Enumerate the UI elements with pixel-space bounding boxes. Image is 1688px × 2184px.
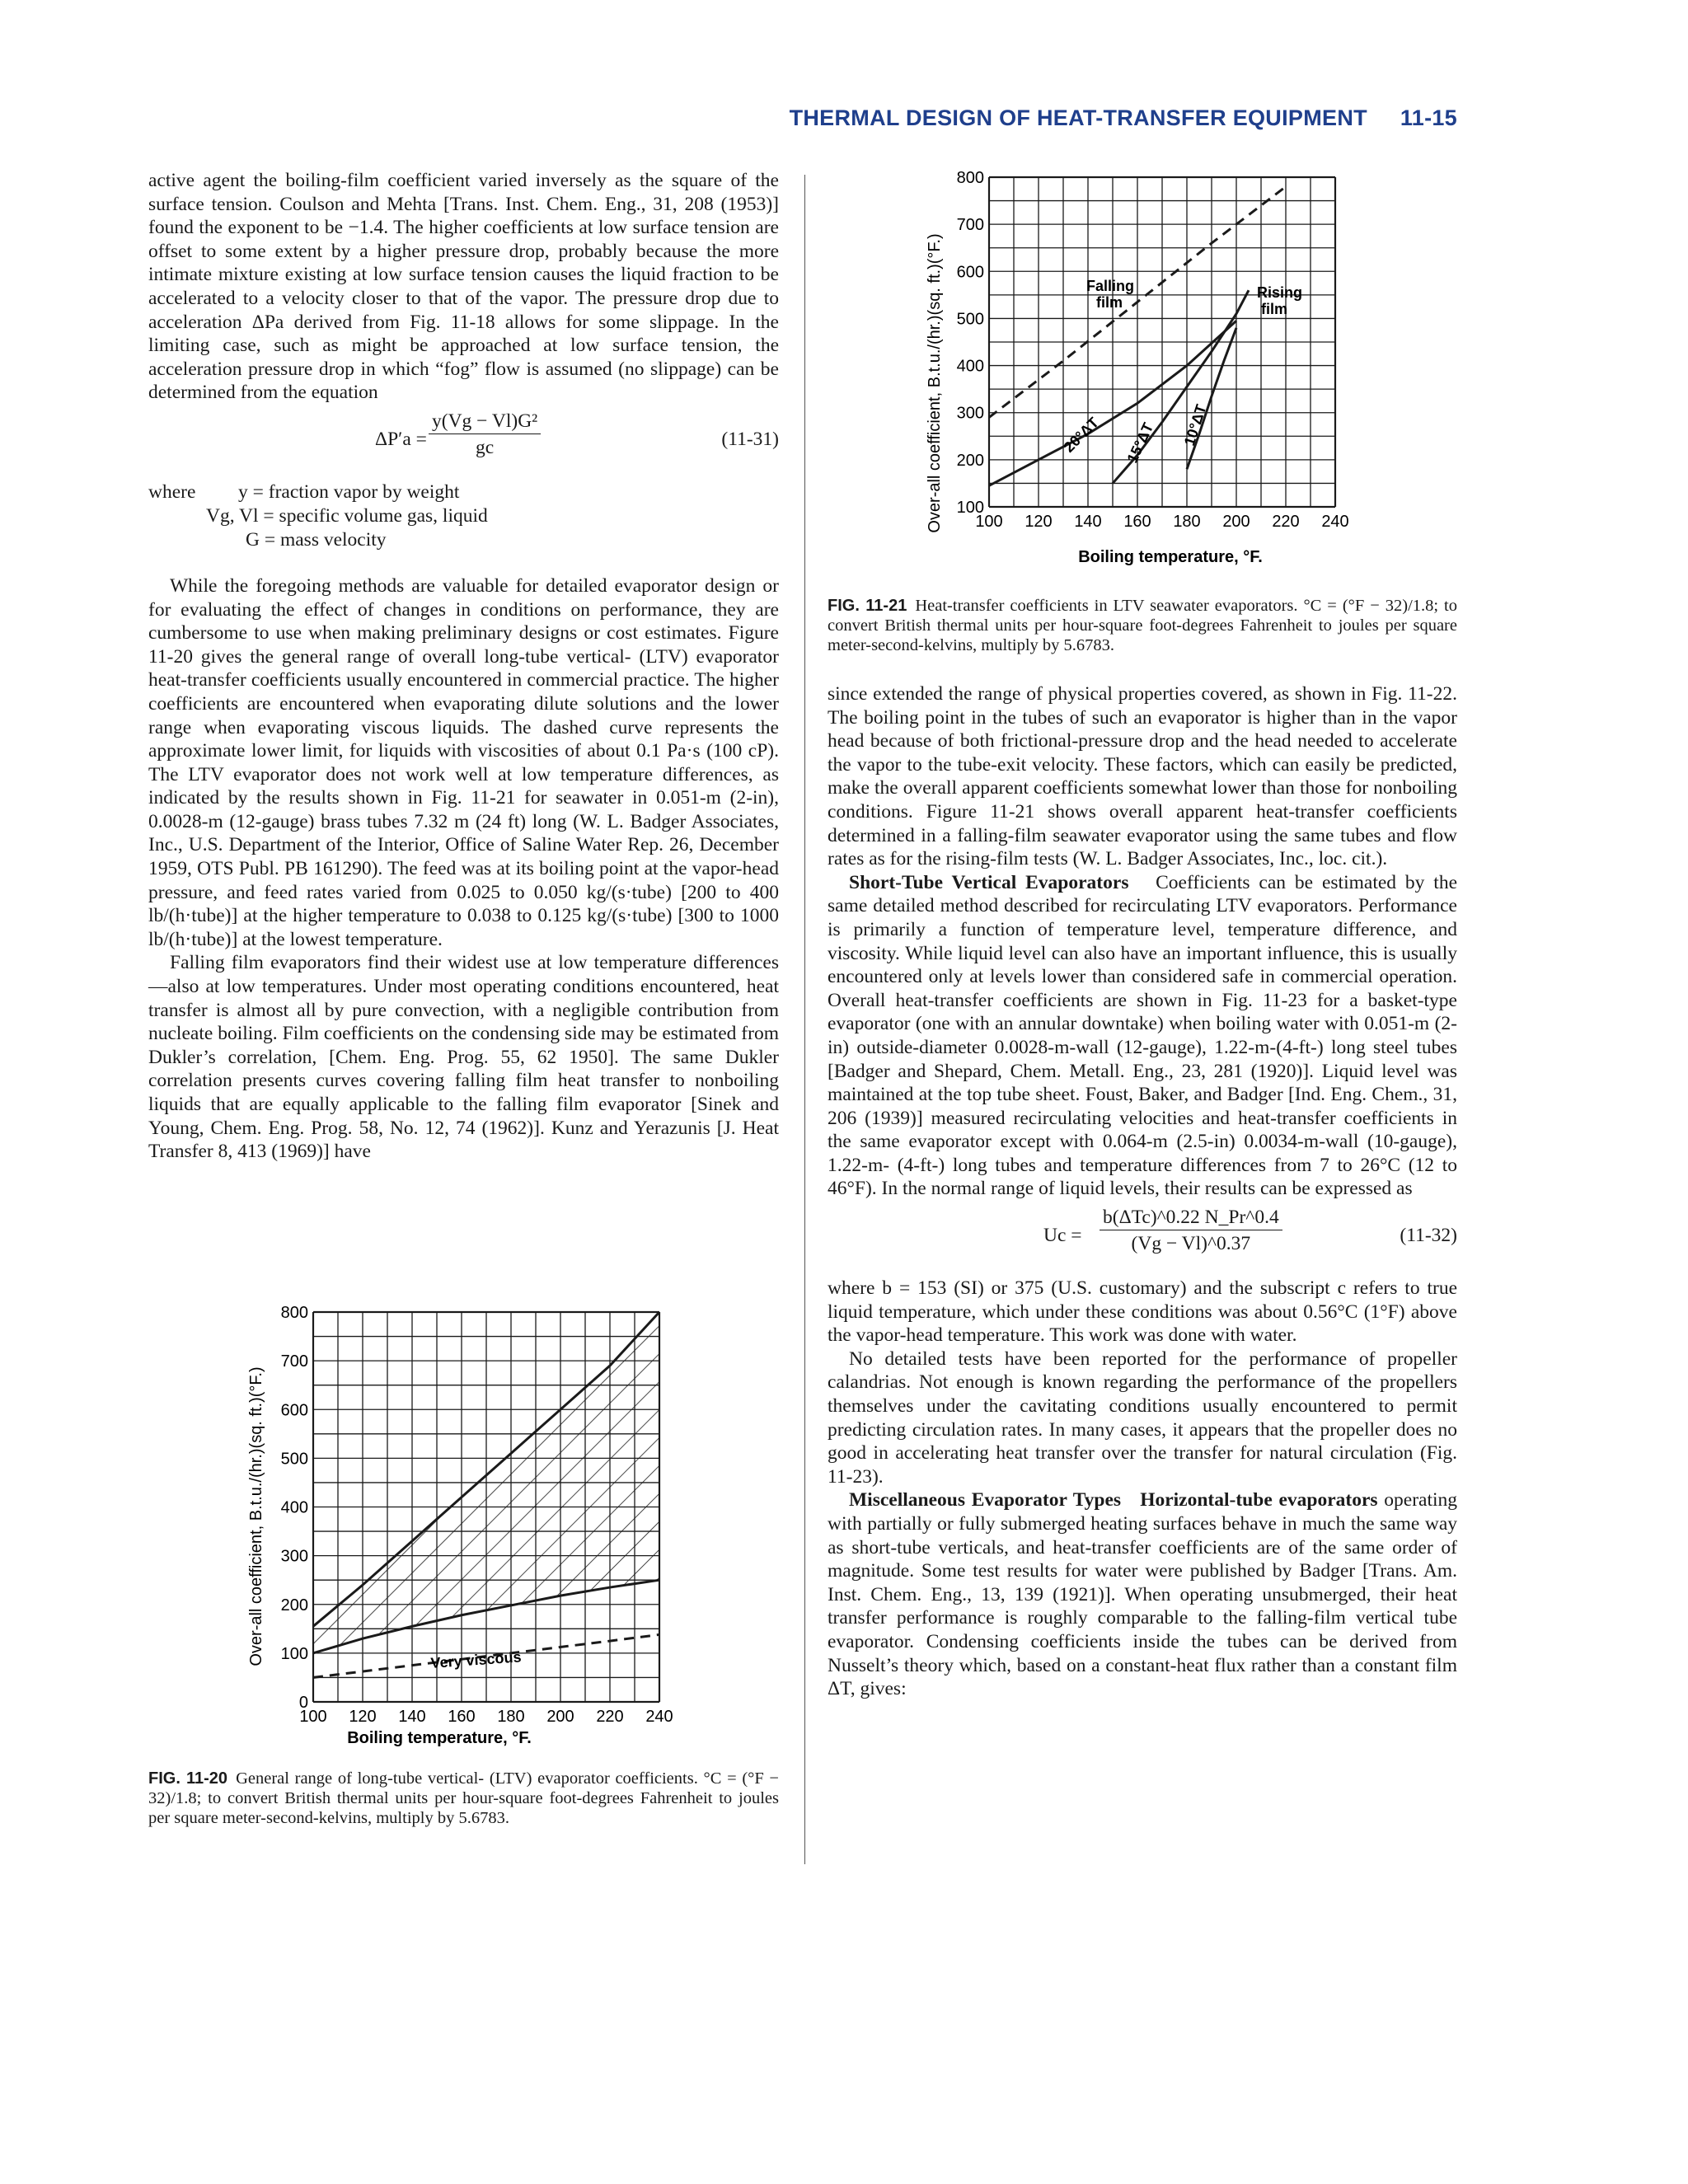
x-tick-label: 240 xyxy=(645,1708,673,1726)
annotation-rising-film: Rising xyxy=(1257,284,1303,301)
column-divider xyxy=(804,175,805,1864)
y-tick-label: 700 xyxy=(956,216,984,235)
chart-xlabel: Boiling temperature, °F. xyxy=(1078,548,1263,566)
where-block xyxy=(148,480,779,553)
section-heading: Miscellaneous Evaporator Types xyxy=(849,1489,1122,1511)
equation-11-32 xyxy=(828,1206,1457,1272)
paragraph-text: Coefficients can be estimated by the same detailed method described for recirculating LTV evaporators. Performance is primarily a function of temperature level, temperature difference, and viscosity. While liquid level can also have an important influence, this is usually encountered only at levels lower than considered safe in commercial operation. Overall heat-transfer coefficients are shown in Fig. 11-23 for a basket-type evaporator (one with an annular downtake) when boiling water with 0.051-m (2-in) outside-diameter 0.0028-m-wall (12-gauge), 1.22-m-(4-ft-) long steel tubes [Badger and Shepard, Chem. Metall. Eng., 23, 281 (1920)]. Liquid level was maintained at the top tube sheet. Foust, Baker, and Badger [Ind. Eng. Chem., 31, 206 (1939)] measured recirculating velocities and heat-transfer coefficients in the same evaporator except with 0.064-m (2.5-in) 0.0034-m-wall (10-gauge), 1.22-m- (4-ft-) long tubes and temperature differences from 7 to 26°C (12 to 46°F). In the normal range of liquid levels, their results can be expressed as xyxy=(828,871,1458,1200)
figure-11-20 xyxy=(243,1294,688,1755)
chart-xlabel: Boiling temperature, °F. xyxy=(347,1729,532,1747)
where-line: y = fraction vapor by weight xyxy=(238,480,460,503)
paragraph xyxy=(828,1488,1457,1700)
equation-denominator: (Vg − Vl)^0.37 xyxy=(1131,1232,1251,1254)
x-tick-label: 160 xyxy=(1123,513,1151,531)
equation-lhs: Uc = xyxy=(1043,1225,1082,1247)
equation-number: (11-32) xyxy=(1400,1225,1457,1247)
y-tick-label: 100 xyxy=(280,1644,308,1663)
x-tick-label: 160 xyxy=(448,1708,476,1726)
y-tick-label: 500 xyxy=(280,1450,308,1469)
page-number: 11-15 xyxy=(1400,105,1457,130)
x-tick-label: 100 xyxy=(299,1708,327,1726)
annotation-dt-20: 20°ΔT xyxy=(1060,414,1103,456)
figure-11-21-caption xyxy=(828,596,1457,655)
x-tick-label: 200 xyxy=(546,1708,574,1726)
x-tick-label: 220 xyxy=(1272,513,1300,531)
running-head xyxy=(790,105,1457,131)
figure-label: FIG. 11-20 xyxy=(148,1769,228,1788)
x-tick-label: 220 xyxy=(596,1708,624,1726)
equation-number: (11-31) xyxy=(721,428,779,450)
x-tick-label: 100 xyxy=(975,513,1003,531)
annotation-very-viscous: Very viscous xyxy=(429,1648,523,1671)
paragraph: Falling film evaporators find their widest use at low temperature differences—also at low temperatures. Under most operating conditions encountered, heat transfer is almost all by pure convection, with a negligible contribution from nucleate boiling. Film coefficients on the condensing side may be estimated from Dukler’s correlation, [Chem. Eng. Prog. 55, 62 1950]. The same Dukler correlation presents curves covering falling film heat transfer to nonboiling liquids that are equally applicable to the falling film evaporator [Sinek and Young, Chem. Eng. Prog. 58, No. 12, 74 (1962)]. Kunz and Yerazunis [J. Heat Transfer 8, 413 (1969)] have xyxy=(148,952,779,1163)
equation-fraction xyxy=(1100,1206,1282,1255)
y-tick-label: 300 xyxy=(956,404,984,423)
section-heading: Short-Tube Vertical Evaporators xyxy=(849,871,1129,893)
figure-11-21 xyxy=(923,161,1368,589)
y-tick-label: 100 xyxy=(956,499,984,517)
paragraph: While the foregoing methods are valuable for detailed evaporator design or for evaluating the effect of changes in conditions on performance, they are cumbersome to use when making preliminary designs or cost estimates. Figure 11-20 gives the general range of overall long-tube vertical- (LTV) evaporator heat-transfer coefficients usually encountered in commercial practice. The higher coefficients are encountered when evaporating dilute solutions and the lower range when evaporating viscous liquids. The dashed curve represents the approximate lower limit, for liquids with viscosities of about 0.1 Pa·s (100 cP). The LTV evaporator does not work well at low temperature differences, as indicated by the results shown in Fig. 11-21 for seawater in 0.051-m (2-in), 0.0028-m (12-gauge) brass tubes 7.32 m (24 ft) long (W. L. Badger Associates, Inc., U.S. Department of the Interior, Office of Saline Water Rep. 26, December 1959, OTS Publ. PB 161290). The feed was at its boiling point at the vapor-head pressure, and feed rates varied from 0.025 to 0.050 kg/(s·tube) [200 to 400 lb/(h·tube)] at the higher temperature to 0.038 to 0.125 kg/(s·tube) [300 to 1000 lb/(h·tube)] at the lowest temperature. xyxy=(148,574,779,950)
figure-label: FIG. 11-21 xyxy=(828,597,907,615)
y-tick-label: 400 xyxy=(956,357,984,376)
x-tick-label: 180 xyxy=(1173,513,1201,531)
paragraph: since extended the range of physical properties covered, as shown in Fig. 11-22. The boiling point in the tubes of such an evaporator is higher than in the vapor head because of both frictional-pressure drop and the head needed to accelerate the vapor to the tube-exit velocity. These factors, which can easily be predicted, make the overall apparent coefficients somewhat lower than those for nonboiling conditions. Figure 11-21 shows overall apparent heat-transfer coefficients determined in a falling-film seawater evaporator using the same tubes and flow rates as for the rising-film tests (W. L. Badger Associates, Inc., loc. cit.). xyxy=(828,683,1457,870)
y-tick-label: 600 xyxy=(956,263,984,282)
x-tick-label: 120 xyxy=(1025,513,1053,531)
where-line: Vg, Vl = specific volume gas, liquid xyxy=(206,504,488,527)
y-tick-label: 200 xyxy=(280,1596,308,1615)
running-head-title: THERMAL DESIGN OF HEAT-TRANSFER EQUIPMENT xyxy=(789,105,1367,130)
y-tick-label: 800 xyxy=(280,1304,308,1322)
x-tick-label: 120 xyxy=(349,1708,377,1726)
equation-numerator: y(Vg − Vl)G² xyxy=(429,410,541,434)
annotation-rising-film: film xyxy=(1261,301,1288,317)
x-tick-label: 200 xyxy=(1222,513,1250,531)
chart-tick-labels xyxy=(957,169,1349,531)
y-tick-label: 600 xyxy=(280,1401,308,1420)
equation-lhs: ΔP′a = xyxy=(375,428,427,450)
paragraph: where b = 153 (SI) or 375 (U.S. customary) and the subscript c refers to true liquid temperature, which under these conditions was about 0.56°C (1°F) above the vapor-head temperature. This work was done with water. xyxy=(828,1277,1457,1347)
annotation-dt-15: 15°ΔT xyxy=(1123,419,1157,466)
x-tick-label: 240 xyxy=(1321,513,1349,531)
equation-11-31 xyxy=(148,410,779,476)
y-tick-label: 800 xyxy=(956,169,984,187)
where-line: G = mass velocity xyxy=(246,528,387,551)
y-tick-label: 0 xyxy=(298,1694,308,1712)
paragraph: No detailed tests have been reported for the performance of propeller calandrias. Not enough is known regarding the performance of the propellers themselves under the cavitating conditions usually encountered to permit predicting circulation rates. In many cases, it appears that the propeller does no good in accelerating heat transfer over the transfer for natural circulation (Fig. 11-23). xyxy=(828,1347,1457,1488)
left-column xyxy=(148,169,779,1164)
paragraph xyxy=(828,871,1457,1201)
annotation-falling-film: Falling xyxy=(1086,278,1134,294)
paragraph: active agent the boiling-film coefficient varied inversely as the square of the surface tension. Coulson and Mehta [Trans. Inst. Chem. Eng., 31, 208 (1953)] found the exponent to be −1.4. The higher coefficients at low surface tension are offset to some extent by a higher pressure drop, probably because the more intimate mixture existing at low surface tension causes the liquid fraction to be accelerated to a velocity closer to that of the vapor. The pressure drop due to acceleration ΔPa derived from Fig. 11-18 allows for some slippage. In the limiting case, such as might be approached at low surface tension, the acceleration pressure drop in which “fog” flow is assumed (no slippage) can be determined from the equation xyxy=(148,170,779,404)
annotation-dt-10: 10°ΔT xyxy=(1180,402,1210,448)
y-tick-label: 200 xyxy=(956,451,984,470)
paragraph-text: operating with partially or fully submerged heating surfaces behave in much the same way as short-tube verticals, and heat-transfer coefficients are of the same order of magnitude. Some test results for water were published by Badger [Trans. Am. Inst. Chem. Eng., 13, 139 (1921)]. When operating unsubmerged, their heat transfer performance is roughly comparable to the falling-film vertical tube evaporator. Condensing coefficients inside the tubes can be derived from Nusselt’s theory which, based on a constant-heat flux rather than a constant film ΔT, gives: xyxy=(828,1489,1458,1700)
figure-caption-text: Heat-transfer coefficients in LTV seawater evaporators. °C = (°F − 32)/1.8; to convert British thermal units per hour-square foot-degrees Fahrenheit to joules per square meter-second-kelvins, multiply by 5.6783. xyxy=(828,597,1457,654)
x-tick-label: 140 xyxy=(398,1708,426,1726)
where-word: where xyxy=(148,480,196,503)
y-tick-label: 300 xyxy=(280,1547,308,1566)
y-tick-label: 500 xyxy=(956,310,984,329)
subsection-heading: Horizontal-tube evaporators xyxy=(1140,1489,1378,1511)
figure-caption-text: General range of long-tube vertical- (LTV) evaporator coefficients. °C = (°F − 32)/1.8; to convert British thermal units per hour-square foot-degrees Fahrenheit to joules per square meter-second-kelvins, multiply by 5.6783. xyxy=(148,1769,779,1827)
chart-ylabel: Over-all coefficient, B.t.u./(hr.)(sq. ft.)(°F.) xyxy=(926,233,944,533)
equation-numerator: b(ΔTc)^0.22 N_Pr^0.4 xyxy=(1100,1206,1282,1230)
y-tick-label: 700 xyxy=(280,1352,308,1371)
x-tick-label: 180 xyxy=(497,1708,525,1726)
chart-ylabel: Over-all coefficient, B.t.u./(hr.)(sq. ft.)(°F.) xyxy=(247,1366,265,1666)
equation-fraction xyxy=(429,410,541,459)
figure-11-20-caption xyxy=(148,1769,779,1828)
y-tick-label: 400 xyxy=(280,1498,308,1517)
x-tick-label: 140 xyxy=(1074,513,1102,531)
right-column xyxy=(828,682,1457,1701)
annotation-falling-film: film xyxy=(1096,294,1123,311)
equation-denominator: gc xyxy=(476,436,495,458)
